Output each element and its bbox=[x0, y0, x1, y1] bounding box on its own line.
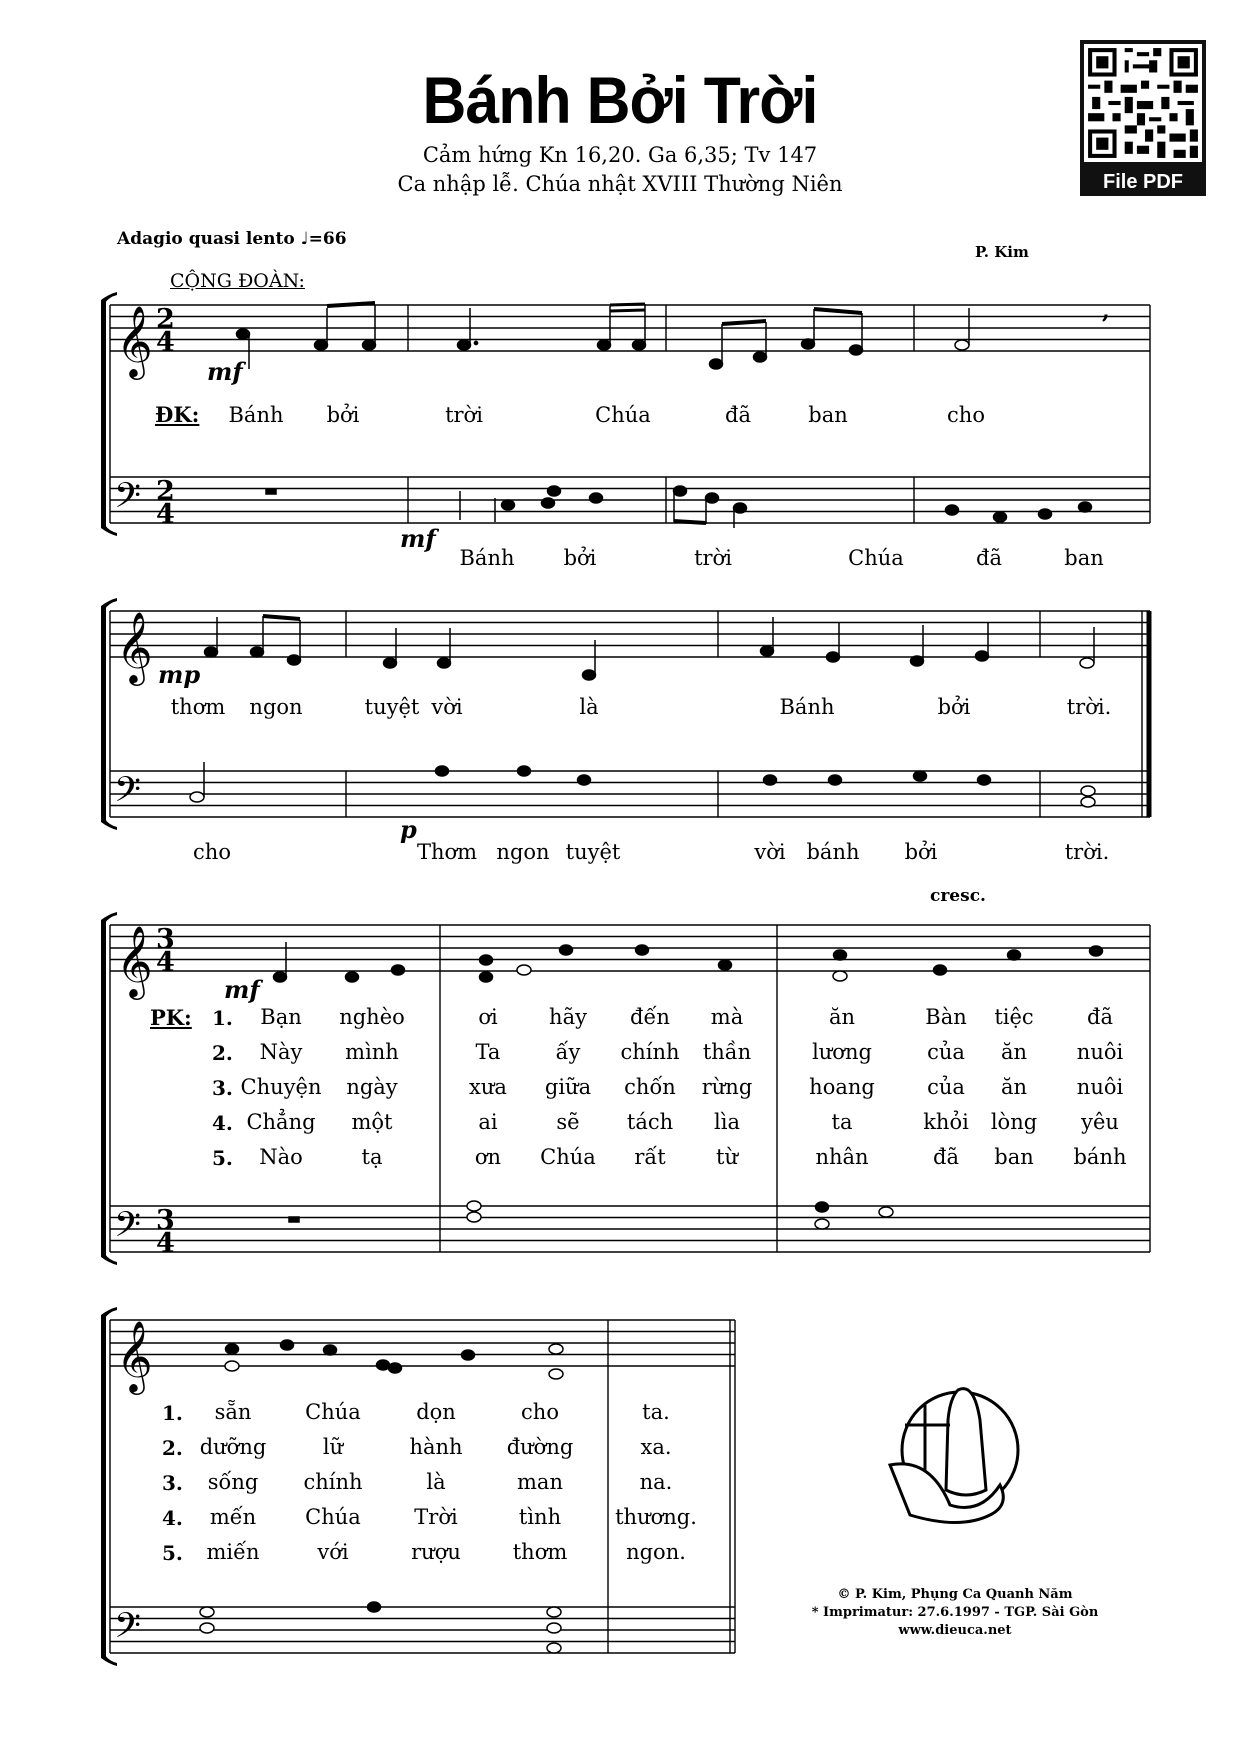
svg-text:4: 4 bbox=[156, 1228, 175, 1259]
verse-lyric: Chúa bbox=[540, 1145, 596, 1169]
svg-text:2: 2 bbox=[156, 476, 175, 507]
lyric: ngon bbox=[249, 695, 303, 719]
subtitle-inspiration: Cảm hứng Kn 16,20. Ga 6,35; Tv 147 bbox=[422, 143, 818, 167]
verse-lyric: Chúa bbox=[305, 1400, 361, 1424]
verse-lyric: hãy bbox=[549, 1005, 587, 1029]
verse-lyric: Trời bbox=[414, 1505, 458, 1529]
verse-lyric: miến bbox=[206, 1540, 260, 1564]
section-heading-congregation: CỘNG ĐOÀN: bbox=[170, 270, 305, 292]
website-link[interactable]: www.dieuca.net bbox=[898, 1623, 1012, 1638]
lyric: cho bbox=[193, 840, 231, 864]
verse-lyric: mến bbox=[209, 1505, 257, 1529]
verse-lyric: đã bbox=[933, 1145, 959, 1169]
verse-lyric: sẽ bbox=[556, 1110, 580, 1134]
svg-text:𝄞: 𝄞 bbox=[116, 610, 153, 683]
verse-lyric: tạ bbox=[361, 1145, 383, 1169]
copyright-footer bbox=[790, 1586, 1120, 1640]
lyric: Bánh bbox=[779, 695, 835, 719]
lyric: Bánh bbox=[459, 546, 515, 570]
verse-lyric: nuôi bbox=[1076, 1040, 1124, 1064]
verse-lyric: lòng bbox=[990, 1110, 1038, 1134]
verse-lyric: ngon. bbox=[626, 1540, 686, 1564]
lyric: ban bbox=[808, 403, 848, 427]
verse-lyric: tách bbox=[626, 1110, 674, 1134]
lyric: Chúa bbox=[595, 403, 651, 427]
verse-number: 5. bbox=[212, 1146, 233, 1170]
svg-text:,: , bbox=[1102, 298, 1110, 324]
verse-lyric: thần bbox=[702, 1040, 752, 1064]
verse-lyric: Này bbox=[259, 1040, 303, 1064]
verse-lyric: yêu bbox=[1081, 1110, 1119, 1134]
verse-lyric: thương. bbox=[615, 1505, 697, 1529]
lyric: bởi bbox=[937, 695, 971, 719]
lyric: trời bbox=[694, 546, 732, 570]
svg-text:𝄢: 𝄢 bbox=[114, 769, 142, 818]
verse-lyric: đến bbox=[630, 1005, 670, 1029]
notes-system4 bbox=[200, 1340, 563, 1653]
verse-lyric: với bbox=[317, 1540, 349, 1564]
lyric: bởi bbox=[904, 840, 938, 864]
verse-lyric: rừng bbox=[701, 1075, 753, 1099]
notes-system3 bbox=[274, 942, 1103, 1229]
verse-lyric: bánh bbox=[1073, 1145, 1127, 1169]
lyric: vời bbox=[754, 840, 786, 864]
lyric: Thơm bbox=[416, 840, 478, 864]
lyric: bánh bbox=[806, 840, 860, 864]
lyric: Bánh bbox=[228, 403, 284, 427]
svg-text:4: 4 bbox=[156, 947, 175, 978]
verse-lyric: ơn bbox=[474, 1145, 502, 1169]
verse-lyric: ai bbox=[478, 1110, 498, 1134]
verse-number: 1. bbox=[162, 1401, 183, 1425]
verse-number: 3. bbox=[212, 1076, 233, 1100]
lyric: trời. bbox=[1064, 840, 1110, 864]
svg-text:2: 2 bbox=[156, 304, 175, 335]
verse-label: PK: bbox=[150, 1005, 192, 1030]
verse-lyric: một bbox=[351, 1110, 393, 1134]
verse-lyric: rượu bbox=[411, 1540, 461, 1564]
verse-lyric: Chẳng bbox=[246, 1110, 316, 1134]
verse-lyric: ấy bbox=[555, 1040, 581, 1064]
verse-lyric: rất bbox=[634, 1145, 666, 1169]
composer: P. Kim bbox=[975, 243, 1029, 261]
refrain-label: ĐK: bbox=[155, 402, 200, 427]
svg-text:𝄞: 𝄞 bbox=[116, 1319, 153, 1392]
verse-lyric: xa. bbox=[640, 1435, 672, 1459]
svg-text:𝄞: 𝄞 bbox=[116, 924, 153, 997]
lyric: ngon bbox=[496, 840, 550, 864]
verse-number: 2. bbox=[212, 1041, 233, 1065]
lyric: tuyệt bbox=[565, 840, 621, 864]
verse-number: 4. bbox=[212, 1111, 233, 1135]
verse-lyric: na. bbox=[639, 1470, 673, 1494]
copyright-line: © P. Kim, Phụng Ca Quanh Năm bbox=[837, 1587, 1073, 1602]
verse-lyric: khỏi bbox=[923, 1110, 969, 1134]
verse-lyric: chính bbox=[620, 1040, 680, 1064]
verse-lyric: dọn bbox=[416, 1400, 456, 1424]
lyric: thơm bbox=[170, 695, 226, 719]
verse-lyric: lương bbox=[812, 1040, 872, 1064]
verse-lyric: hành bbox=[409, 1435, 463, 1459]
lyric: tuyệt bbox=[364, 695, 420, 719]
verse-lyric: nhân bbox=[815, 1145, 869, 1169]
lyric: vời bbox=[431, 695, 463, 719]
verse-lyric: chính bbox=[303, 1470, 363, 1494]
liturgy-logo-icon bbox=[890, 1389, 1018, 1523]
verse-lyric: Bạn bbox=[260, 1005, 302, 1029]
verse-lyric: sống bbox=[207, 1470, 259, 1494]
svg-text:4: 4 bbox=[156, 499, 175, 530]
dynamic-mf: mf bbox=[400, 524, 436, 553]
verse-lyric: hoang bbox=[809, 1075, 875, 1099]
qr-label: File PDF bbox=[1102, 171, 1183, 193]
lyric: ban bbox=[1064, 546, 1104, 570]
verse-lyric: của bbox=[927, 1075, 965, 1099]
verse-number: 5. bbox=[162, 1541, 183, 1565]
verse-lyric: ta. bbox=[642, 1400, 670, 1424]
lyric: trời. bbox=[1066, 695, 1112, 719]
dynamic-mp: mp bbox=[158, 660, 201, 689]
verse-lyric: dưỡng bbox=[199, 1435, 267, 1459]
verse-lyric: giữa bbox=[544, 1075, 592, 1099]
verse-lyric: chốn bbox=[624, 1075, 676, 1099]
verse-lyric: lìa bbox=[714, 1110, 740, 1134]
lyric: trời bbox=[445, 403, 483, 427]
svg-text:4: 4 bbox=[156, 327, 175, 358]
verse-lyric: mình bbox=[345, 1040, 399, 1064]
verse-lyric: Bàn bbox=[925, 1005, 967, 1029]
verse-lyric: mà bbox=[710, 1005, 744, 1029]
verse-lyric: xưa bbox=[469, 1075, 507, 1099]
svg-text:𝄢: 𝄢 bbox=[114, 1204, 142, 1253]
verse-lyric: tình bbox=[518, 1505, 562, 1529]
dynamic-mf: mf bbox=[224, 975, 260, 1004]
verse-lyric: ơi bbox=[478, 1005, 498, 1029]
song-title: Bánh Bởi Trời bbox=[422, 63, 818, 137]
verse-lyric: cho bbox=[521, 1400, 559, 1424]
lyric: đã bbox=[976, 546, 1002, 570]
verse-lyric: từ bbox=[716, 1145, 738, 1169]
verse-number: 3. bbox=[162, 1471, 183, 1495]
svg-text:3: 3 bbox=[156, 1205, 175, 1236]
verse-lyric: Nào bbox=[259, 1145, 303, 1169]
treble-clef-icon: 𝄞 bbox=[116, 304, 153, 377]
verse-number: 4. bbox=[162, 1506, 183, 1530]
verse-lyric: Chuyện bbox=[240, 1075, 322, 1099]
lyric: bởi bbox=[326, 403, 360, 427]
verse-lyric: lữ bbox=[322, 1435, 344, 1459]
bass-clef-icon: 𝄢 bbox=[114, 475, 142, 524]
dynamic-p: p bbox=[400, 815, 417, 844]
verse-lyric: ban bbox=[994, 1145, 1034, 1169]
lyric: Chúa bbox=[848, 546, 904, 570]
dynamic-mf: mf bbox=[207, 357, 243, 386]
verse-lyric: ăn bbox=[1000, 1075, 1028, 1099]
verse-lyric: sẵn bbox=[214, 1400, 252, 1424]
verse-lyric: đường bbox=[506, 1435, 574, 1459]
verse-lyric: là bbox=[426, 1470, 446, 1494]
verse-lyric: của bbox=[927, 1040, 965, 1064]
verse-number: 1. bbox=[212, 1006, 233, 1030]
verse-lyric: nghèo bbox=[339, 1005, 405, 1029]
verse-lyric: ngày bbox=[346, 1075, 398, 1099]
lyric: đã bbox=[725, 403, 751, 427]
verse-lyric: đã bbox=[1087, 1005, 1113, 1029]
imprimatur-line: * Imprimatur: 27.6.1997 - TGP. Sài Gòn bbox=[811, 1605, 1099, 1620]
verse-lyric: man bbox=[517, 1470, 563, 1494]
verse-lyric: ăn bbox=[1000, 1040, 1028, 1064]
lyric: cho bbox=[947, 403, 985, 427]
verse-lyric: ta bbox=[831, 1110, 853, 1134]
svg-text:3: 3 bbox=[156, 924, 175, 955]
verse-number: 2. bbox=[162, 1436, 183, 1460]
svg-text:𝄢: 𝄢 bbox=[114, 1605, 142, 1654]
subtitle-occasion: Ca nhập lễ. Chúa nhật XVIII Thường Niên bbox=[397, 172, 843, 196]
lyric: là bbox=[579, 695, 599, 719]
time-signatures bbox=[156, 304, 175, 1259]
lyric: bởi bbox=[563, 546, 597, 570]
verse-lyric: thơm bbox=[512, 1540, 568, 1564]
verse-lyric: tiệc bbox=[994, 1005, 1034, 1029]
cresc-marking: cresc. bbox=[930, 886, 986, 906]
verse-lyric: Ta bbox=[475, 1040, 501, 1064]
tempo-marking: Adagio quasi lento ♩=66 bbox=[117, 229, 347, 249]
verse-lyric: ăn bbox=[828, 1005, 856, 1029]
verse-lyric: Chúa bbox=[305, 1505, 361, 1529]
verse-lyric: nuôi bbox=[1076, 1075, 1124, 1099]
